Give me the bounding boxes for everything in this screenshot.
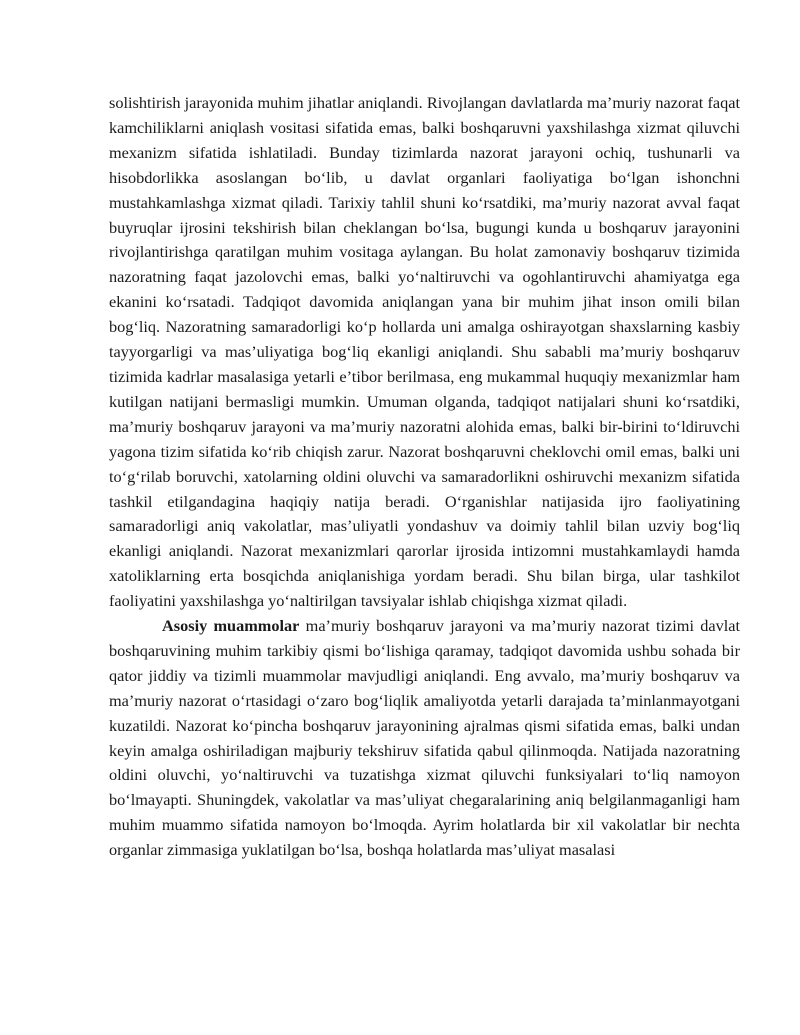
paragraph-main-problems xyxy=(109,614,740,863)
paragraph-main-problems-body: ma’muriy boshqaruv jarayoni va ma’muriy nazorat tizimi davlat boshqaruvining muhim tarkibiy qismi bo‘lishiga qaramay, tadqiqot davomida ushbu sohada bir qator jiddiy va tizimli muammolar mavjudligi aniqlandi. Eng avvalo, ma’muriy boshqaruv va ma’muriy nazorat o‘rtasidagi o‘zaro bog‘liqlik amaliyotda yetarli darajada ta’minlanmayotgani kuzatildi. Nazorat ko‘pincha boshqaruv jarayonining ajralmas qismi sifatida emas, balki undan keyin amalga oshiriladigan majburiy tekshiruv sifatida qabul qilinmoqda. Natijada nazoratning oldini oluvchi, yo‘naltiruvchi va tuzatishga xizmat qiluvchi funksiyalari to‘liq namoyon bo‘lmayapti. Shuningdek, vakolatlar va mas’uliyat chegaralarining aniq belgilanmaganligi ham muhim muammo sifatida namoyon bo‘lmoqda. Ayrim holatlarda bir xil vakolatlar bir nechta organlar zimmasiga yuklatilgan bo‘lsa, boshqa holatlarda mas’uliyat masalasi xyxy=(109,616,741,860)
paragraph-heading-main-problems: Asosiy muammolar xyxy=(162,616,300,636)
paragraph-research-findings: solishtirish jarayonida muhim jihatlar aniqlandi. Rivojlangan davlatlarda ma’muriy nazorat faqat kamchiliklarni aniqlash vositasi sifatida emas, balki boshqaruvni yaxshilashga xizmat qiluvchi mexanizm sifatida ishlatiladi. Bunday tizimlarda nazorat jarayoni ochiq, tushunarli va hisobdorlikka asoslangan bo‘lib, u davlat organlari faoliyatiga bo‘lgan ishonchni mustahkamlashga xizmat qiladi. Tarixiy tahlil shuni ko‘rsatdiki, ma’muriy nazorat avval faqat buyruqlar ijrosini tekshirish bilan cheklangan bo‘lsa, bugungi kunda u boshqaruv jarayonini rivojlantirishga qaratilgan muhim vositaga aylangan. Bu holat zamonaviy boshqaruv tizimida nazoratning faqat jazolovchi emas, balki yo‘naltiruvchi va ogohlantiruvchi ahamiyatga ega ekanini ko‘rsatadi. Tadqiqot davomida aniqlangan yana bir muhim jihat inson omili bilan bog‘liq. Nazoratning samaradorligi ko‘p hollarda uni amalga oshirayotgan shaxslarning kasbiy tayyorgarligi va mas’uliyatiga bog‘liq ekanligi aniqlandi. Shu sababli ma’muriy boshqaruv tizimida kadrlar masalasiga yetarli e’tibor berilmasa, eng mukammal huquqiy mexanizmlar ham kutilgan natijani bermasligi mumkin. Umuman olganda, tadqiqot natijalari shuni ko‘rsatdiki, ma’muriy boshqaruv jarayoni va ma’muriy nazoratni alohida emas, balki bir-birini to‘ldiruvchi yagona tizim sifatida ko‘rib chiqish zarur. Nazorat boshqaruvni cheklovchi omil emas, balki uni to‘g‘rilab boruvchi, xatolarning oldini oluvchi va samaradorlikni oshiruvchi mexanizm sifatida tashkil etilgandagina haqiqiy natija beradi. O‘rganishlar natijasida ijro faoliyatining samaradorligi aniq vakolatlar, mas’uliyatli yondashuv va doimiy tahlil bilan uzviy bog‘liq ekanligi aniqlandi. Nazorat mexanizmlari qarorlar ijrosida intizomni mustahkamlaydi hamda xatoliklarning erta bosqichda aniqlanishiga yordam beradi. Shu bilan birga, ular tashkilot faoliyatini yaxshilashga yo‘naltirilgan tavsiyalar ishlab chiqishga xizmat qiladi. xyxy=(109,93,740,611)
document-page xyxy=(109,91,740,863)
